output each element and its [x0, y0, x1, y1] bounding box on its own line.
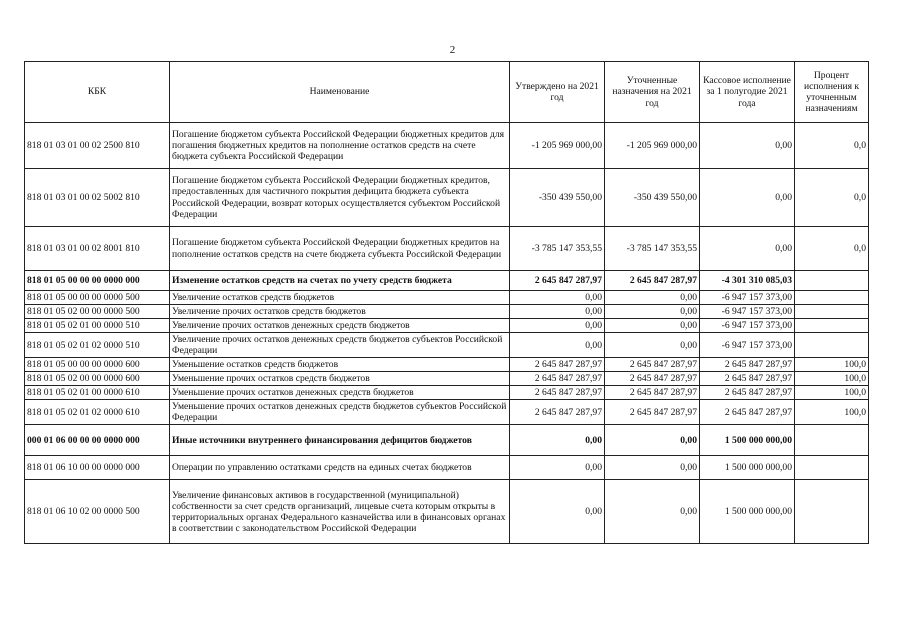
cell-kbk: 818 01 06 10 02 00 0000 500 [25, 480, 170, 544]
cell-kbk: 818 01 05 02 00 00 0000 600 [25, 372, 170, 386]
header-percent: Процент исполнения к уточненным назначениям [795, 62, 869, 123]
cell-cash-execution: 2 645 847 287,97 [700, 386, 795, 400]
cell-cash-execution: 2 645 847 287,97 [700, 358, 795, 372]
cell-approved: 2 645 847 287,97 [510, 271, 605, 291]
cell-cash-execution: 2 645 847 287,97 [700, 372, 795, 386]
cell-name: Увеличение прочих остатков средств бюджетов [170, 305, 510, 319]
cell-cash-execution: -6 947 157 373,00 [700, 291, 795, 305]
cell-specified: 0,00 [605, 319, 700, 333]
cell-approved: 0,00 [510, 425, 605, 456]
cell-percent: 0,0 [795, 227, 869, 271]
cell-specified: 2 645 847 287,97 [605, 358, 700, 372]
cell-kbk: 818 01 05 00 00 00 0000 600 [25, 358, 170, 372]
cell-cash-execution: 1 500 000 000,00 [700, 456, 795, 480]
cell-name: Погашение бюджетом субъекта Российской Федерации бюджетных кредитов, предоставленных для частичного покрытия дефицита бюджета субъекта Российской Федерации, возврат которых осуществляется субъектом Российской Федерации [170, 169, 510, 227]
cell-percent: 100,0 [795, 386, 869, 400]
cell-specified: -3 785 147 353,55 [605, 227, 700, 271]
cell-approved: -350 439 550,00 [510, 169, 605, 227]
cell-name: Увеличение прочих остатков денежных средств бюджетов [170, 319, 510, 333]
cell-cash-execution: 2 645 847 287,97 [700, 400, 795, 425]
cell-specified: 2 645 847 287,97 [605, 271, 700, 291]
cell-approved: 0,00 [510, 291, 605, 305]
cell-percent [795, 425, 869, 456]
page-number: 2 [449, 44, 456, 56]
cell-kbk: 818 01 05 02 01 02 0000 510 [25, 333, 170, 358]
cell-approved: 2 645 847 287,97 [510, 400, 605, 425]
cell-kbk: 818 01 03 01 00 02 5002 810 [25, 169, 170, 227]
cell-percent: 0,0 [795, 169, 869, 227]
budget-sources-table [24, 61, 869, 544]
cell-specified: 0,00 [605, 333, 700, 358]
cell-cash-execution: 0,00 [700, 169, 795, 227]
cell-kbk: 818 01 05 00 00 00 0000 500 [25, 291, 170, 305]
cell-name: Уменьшение остатков средств бюджетов [170, 358, 510, 372]
cell-specified: 0,00 [605, 425, 700, 456]
table-row [25, 386, 869, 400]
table-row [25, 456, 869, 480]
table-body [25, 123, 869, 544]
header-specified: Уточненные назначения на 2021 год [605, 62, 700, 123]
cell-cash-execution: 0,00 [700, 227, 795, 271]
cell-approved: -1 205 969 000,00 [510, 123, 605, 169]
table-header [25, 62, 869, 123]
cell-kbk: 818 01 05 02 01 02 0000 610 [25, 400, 170, 425]
cell-approved: 2 645 847 287,97 [510, 386, 605, 400]
cell-cash-execution: -4 301 310 085,03 [700, 271, 795, 291]
cell-kbk: 818 01 05 02 01 00 0000 510 [25, 319, 170, 333]
table-row [25, 291, 869, 305]
cell-percent [795, 456, 869, 480]
cell-kbk: 818 01 05 00 00 00 0000 000 [25, 271, 170, 291]
cell-specified: -350 439 550,00 [605, 169, 700, 227]
cell-name: Иные источники внутреннего финансирования дефицитов бюджетов [170, 425, 510, 456]
header-row [25, 62, 869, 123]
cell-specified: 2 645 847 287,97 [605, 372, 700, 386]
cell-specified: 2 645 847 287,97 [605, 386, 700, 400]
table-row [25, 305, 869, 319]
cell-name: Увеличение остатков средств бюджетов [170, 291, 510, 305]
cell-percent: 0,0 [795, 123, 869, 169]
cell-percent [795, 305, 869, 319]
cell-name: Уменьшение прочих остатков денежных средств бюджетов [170, 386, 510, 400]
cell-approved: 2 645 847 287,97 [510, 372, 605, 386]
cell-cash-execution: 1 500 000 000,00 [700, 425, 795, 456]
cell-name: Операции по управлению остатками средств на единых счетах бюджетов [170, 456, 510, 480]
cell-approved: 0,00 [510, 456, 605, 480]
cell-specified: 0,00 [605, 291, 700, 305]
table-row [25, 425, 869, 456]
cell-kbk: 000 01 06 00 00 00 0000 000 [25, 425, 170, 456]
cell-kbk: 818 01 03 01 00 02 8001 810 [25, 227, 170, 271]
cell-specified: 2 645 847 287,97 [605, 400, 700, 425]
cell-percent [795, 291, 869, 305]
cell-approved: 2 645 847 287,97 [510, 358, 605, 372]
cell-percent [795, 333, 869, 358]
cell-cash-execution: 1 500 000 000,00 [700, 480, 795, 544]
cell-specified: 0,00 [605, 456, 700, 480]
header-kbk: КБК [25, 62, 170, 123]
table-row [25, 227, 869, 271]
table-row [25, 319, 869, 333]
cell-specified: -1 205 969 000,00 [605, 123, 700, 169]
cell-cash-execution: -6 947 157 373,00 [700, 305, 795, 319]
cell-name: Изменение остатков средств на счетах по учету средств бюджета [170, 271, 510, 291]
cell-name: Увеличение прочих остатков денежных средств бюджетов субъектов Российской Федерации [170, 333, 510, 358]
table-row [25, 123, 869, 169]
table-row [25, 372, 869, 386]
cell-name: Погашение бюджетом субъекта Российской Федерации бюджетных кредитов на пополнение остатков средств на счете бюджета субъекта Российской Федерации [170, 227, 510, 271]
cell-kbk: 818 01 05 02 00 00 0000 500 [25, 305, 170, 319]
cell-percent [795, 319, 869, 333]
cell-kbk: 818 01 06 10 00 00 0000 000 [25, 456, 170, 480]
cell-approved: 0,00 [510, 319, 605, 333]
header-name: Наименование [170, 62, 510, 123]
cell-percent: 100,0 [795, 358, 869, 372]
cell-approved: 0,00 [510, 480, 605, 544]
cell-percent: 100,0 [795, 400, 869, 425]
cell-specified: 0,00 [605, 480, 700, 544]
cell-approved: 0,00 [510, 333, 605, 358]
cell-approved: 0,00 [510, 305, 605, 319]
cell-percent [795, 480, 869, 544]
header-cash-execution: Кассовое исполнение за 1 полугодие 2021 года [700, 62, 795, 123]
table-row [25, 271, 869, 291]
cell-specified: 0,00 [605, 305, 700, 319]
cell-name: Уменьшение прочих остатков денежных средств бюджетов субъектов Российской Федерации [170, 400, 510, 425]
table-row [25, 169, 869, 227]
cell-cash-execution: -6 947 157 373,00 [700, 333, 795, 358]
cell-kbk: 818 01 05 02 01 00 0000 610 [25, 386, 170, 400]
cell-approved: -3 785 147 353,55 [510, 227, 605, 271]
cell-cash-execution: -6 947 157 373,00 [700, 319, 795, 333]
cell-name: Погашение бюджетом субъекта Российской Федерации бюджетных кредитов для погашения бюджетных кредитов на пополнение остатков средств на счете бюджета субъекта Российской Федерации [170, 123, 510, 169]
cell-percent [795, 271, 869, 291]
table-row [25, 358, 869, 372]
cell-name: Уменьшение прочих остатков средств бюджетов [170, 372, 510, 386]
header-approved: Утверждено на 2021 год [510, 62, 605, 123]
cell-percent: 100,0 [795, 372, 869, 386]
cell-cash-execution: 0,00 [700, 123, 795, 169]
table-row [25, 333, 869, 358]
table-row [25, 400, 869, 425]
table-row [25, 480, 869, 544]
cell-kbk: 818 01 03 01 00 02 2500 810 [25, 123, 170, 169]
cell-name: Увеличение финансовых активов в государственной (муниципальной) собственности за счет средств организаций, лицевые счета которым открыты в территориальных органах Федерального казначейства или в финансовых органах в соответствии с законодательством Российской Федерации [170, 480, 510, 544]
